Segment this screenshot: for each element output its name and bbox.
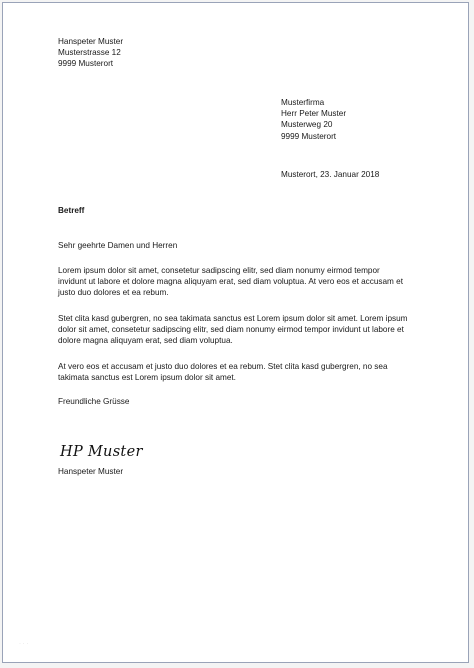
recipient-company: Musterfirma — [281, 98, 325, 107]
recipient-contact: Herr Peter Muster — [281, 109, 347, 119]
paragraph-line: justo duo dolores et ea rebum. — [58, 288, 169, 298]
signer-name: Hanspeter Muster — [58, 467, 124, 476]
sender-address — [58, 36, 123, 70]
paragraph-line: takimata sanctus est Lorem ipsum dolor sit amet. — [58, 373, 236, 383]
sender-name: Hanspeter Muster — [58, 37, 124, 46]
salutation: Sehr geehrte Damen und Herren — [58, 241, 178, 250]
letter-page — [2, 2, 469, 663]
sender-city: 9999 Musterort — [58, 59, 114, 69]
paragraph-line: Lorem ipsum dolor sit amet, consetetur sadipscing elitr, sed diam nonumy eirmod tempor — [58, 266, 380, 275]
watermark-mark: · · · — [19, 641, 29, 647]
sender-street: Musterstrasse 12 — [58, 48, 121, 58]
subject-line: Betreff — [58, 206, 85, 215]
recipient-address — [281, 97, 346, 142]
paragraph-line: dolor sit amet, consetetur sadipscing elitr, sed diam nonumy eirmod tempor invidunt ut labore et — [58, 325, 404, 335]
date-line: Musterort, 23. Januar 2018 — [281, 170, 380, 179]
closing-phrase: Freundliche Grüsse — [58, 397, 130, 406]
recipient-city: 9999 Musterort — [281, 131, 337, 141]
paragraph-line: At vero eos et accusam et justo duo dolores et ea rebum. Stet clita kasd gubergren, no sea — [58, 362, 388, 371]
body-paragraph-2 — [58, 313, 438, 347]
body-paragraph-1 — [58, 265, 438, 299]
paragraph-line: invidunt ut labore et dolore magna aliquyam erat, sed diam voluptua. At vero eos et accusam et — [58, 277, 403, 287]
recipient-street: Musterweg 20 — [281, 120, 333, 130]
handwritten-signature: HP Muster — [60, 444, 143, 460]
paragraph-line: Stet clita kasd gubergren, no sea takimata sanctus est Lorem ipsum dolor sit amet. Lorem ipsum — [58, 314, 408, 323]
body-paragraph-3 — [58, 361, 438, 383]
paragraph-line: dolore magna aliquyam erat, sed diam voluptua. — [58, 336, 233, 346]
